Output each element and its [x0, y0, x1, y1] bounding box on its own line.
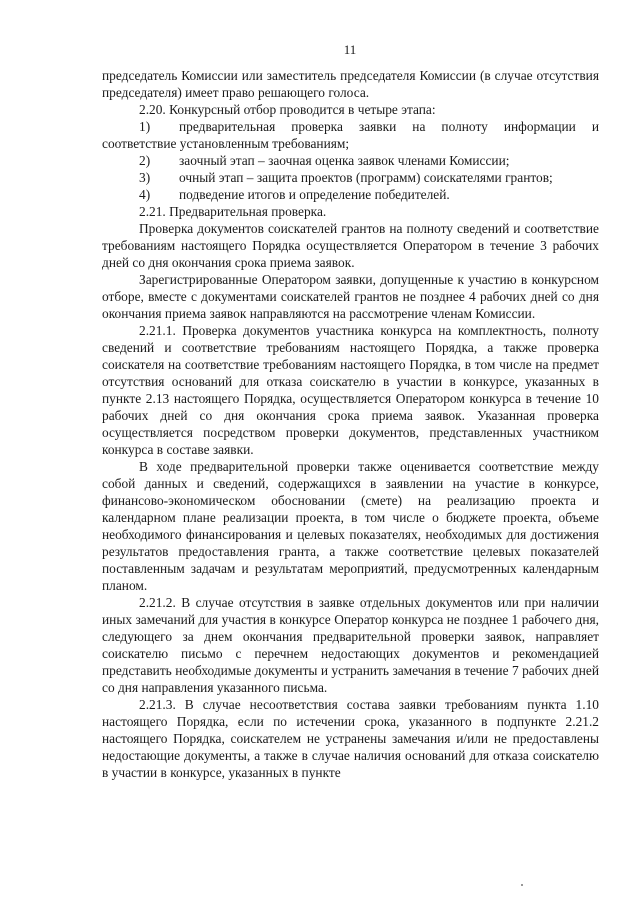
paragraph-preliminary-assessment: В ходе предварительной проверки также оценивается соответствие между собой данных и сведений, содержащихся в заявлении на участие в конкурсе, финансово-экономическом обосновании (смете) на реализацию проекта и календарном плане реализации проекта, в том числе о бюджете проекта, объеме необходимого финансирования и целевых показателях, необходимых для достижения результатов предоставления гранта, а также соответствие целевых показателей поставленным задачам и результатам мероприятий, предусмотренных календарным планом.	[102, 459, 599, 593]
paragraph-2-21-3: 2.21.3. В случае несоответствия состава заявки требованиям пункта 1.10 настоящего Порядка, если по истечении срока, указанного в подпункте 2.21.2 настоящего Порядка, соискателем не устранены замечания и/или не предоставлены недостающие документы, а также в случае наличия оснований для отказа соискателю в участии в конкурсе, указанных в пункте	[102, 697, 599, 780]
paragraph-2-21-2: 2.21.2. В случае отсутствия в заявке отдельных документов или при наличии иных замечаний для участия в конкурсе Оператор конкурса не позднее 1 рабочего дня, следующего за днем окончания предварительной проверки заявок, направляет соискателю письмо с перечнем недостающих документов и рекомендацией представить необходимые документы и устранить замечания в течение 7 рабочих дней со дня направления указанного письма.	[102, 595, 599, 695]
paragraph-registered-applications: Зарегистрированные Оператором заявки, допущенные к участию в конкурсном отборе, вместе с документами соискателей грантов не позднее 4 рабочих дней со дня окончания приема заявок направляются на рассмотрение членам Комиссии.	[102, 272, 599, 321]
list-number: 4)	[139, 187, 151, 202]
document-body	[102, 67, 599, 781]
list-item-text: очный этап – защита проектов (программ) соискателями грантов;	[179, 170, 553, 185]
paragraph-2-21: 2.21. Предварительная проверка.	[139, 204, 327, 219]
paragraph-2-21-1: 2.21.1. Проверка документов участника конкурса на комплектность, полноту сведений и соответствие требованиям настоящего Порядка, а также проверка соискателя на соответствие требованиям настоящего Порядка, в том числе на предмет отсутствия оснований для отказа соискателю в участии в конкурсе, указанных в пункте 2.13 настоящего Порядка, осуществляется Оператором конкурса в течение 10 рабочих дней со дня окончания срока приема заявок. Указанная проверка осуществляется посредством проверки документов, представленных участником конкурса в составе заявки.	[102, 323, 599, 457]
list-item-text: предварительная проверка заявки на полноту информации и соответствие установленным требованиям;	[102, 119, 599, 151]
list-item-2	[102, 152, 599, 169]
list-item-3	[102, 169, 599, 186]
paragraph-2-20: 2.20. Конкурсный отбор проводится в четыре этапа:	[139, 102, 436, 117]
scan-speck	[521, 884, 523, 886]
page-number: 11	[343, 42, 357, 57]
paragraph-document-check: Проверка документов соискателей грантов на полноту сведений и соответствие требованиям настоящего Порядка осуществляется Оператором в течение 3 рабочих дней со дня окончания срока приема заявок.	[102, 221, 599, 270]
list-item-1	[102, 118, 599, 152]
list-number: 2)	[139, 153, 151, 168]
list-item-text: подведение итогов и определение победителей.	[179, 187, 450, 202]
list-number: 1)	[139, 119, 151, 134]
list-item-4	[102, 186, 599, 203]
list-item-text: заочный этап – заочная оценка заявок членами Комиссии;	[179, 153, 510, 168]
paragraph-continuation: председатель Комиссии или заместитель председателя Комиссии (в случае отсутствия председателя) имеет право решающего голоса.	[102, 68, 599, 100]
list-number: 3)	[139, 170, 151, 185]
